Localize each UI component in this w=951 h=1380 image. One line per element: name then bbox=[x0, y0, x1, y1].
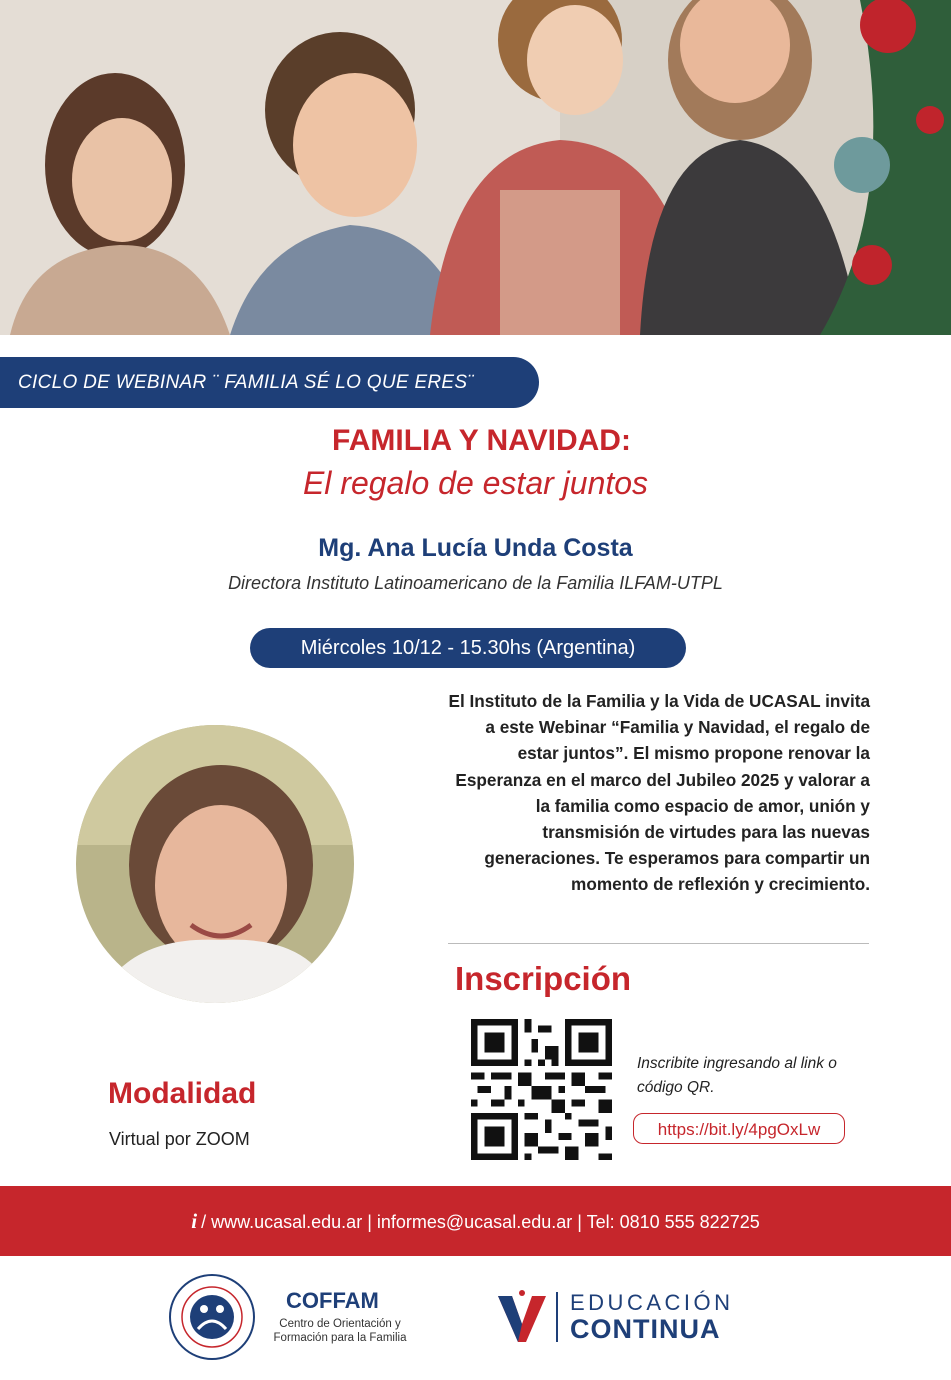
coffam-subtitle: Centro de Orientación y Formación para la Familia bbox=[273, 1318, 407, 1344]
registration-title: Inscripción bbox=[455, 960, 632, 997]
modality-text: Virtual por ZOOM bbox=[109, 1129, 250, 1149]
date-time-badge: Miércoles 10/12 - 15.30hs (Argentina) bbox=[250, 628, 686, 668]
contact-info[interactable]: / www.ucasal.edu.ar | informes@ucasal.edu.ar | Tel: 0810 555 822725 bbox=[201, 1212, 760, 1232]
speaker-photo bbox=[76, 725, 354, 1003]
coffam-seal-logo bbox=[168, 1273, 256, 1361]
speaker-name: Mg. Ana Lucía Unda Costa bbox=[318, 534, 633, 562]
coffam-name: COFFAM bbox=[286, 1288, 379, 1313]
event-title: FAMILIA Y NAVIDAD: bbox=[332, 424, 631, 457]
continua-label: CONTINUA bbox=[570, 1314, 721, 1344]
educacion-label: EDUCACIÓN bbox=[570, 1290, 734, 1315]
speaker-role: Directora Instituto Latinoamericano de la Familia ILFAM-UTPL bbox=[228, 573, 723, 593]
registration-link[interactable]: https://bit.ly/4pgOxLw bbox=[633, 1113, 845, 1144]
qr-code[interactable] bbox=[471, 1019, 612, 1160]
webinar-series-banner: CICLO DE WEBINAR ¨ FAMILIA SÉ LO QUE ERES¨ bbox=[0, 357, 539, 408]
hero-family-photo bbox=[0, 0, 951, 335]
event-subtitle: El regalo de estar juntos bbox=[302, 465, 649, 501]
contact-footer bbox=[0, 1186, 951, 1256]
event-description: El Instituto de la Familia y la Vida de UCASAL invita a este Webinar “Familia y Navidad, el regalo de estar juntos”. El mismo propone renovar la Esperanza en el marco del Jubileo 2025 y valorar a la familia como espacio de amor, unión y transmisión de virtudes para las nuevas generaciones. Te esperamos para compartir un momento de reflexión y crecimiento. bbox=[448, 691, 870, 895]
registration-instructions: Inscribite ingresando al link o código QR. bbox=[637, 1055, 837, 1096]
modality-title: Modalidad bbox=[108, 1077, 257, 1110]
section-divider bbox=[448, 943, 869, 944]
logo-separator bbox=[556, 1292, 558, 1342]
info-icon: i bbox=[191, 1209, 198, 1233]
ucasal-v-logo bbox=[498, 1290, 546, 1342]
